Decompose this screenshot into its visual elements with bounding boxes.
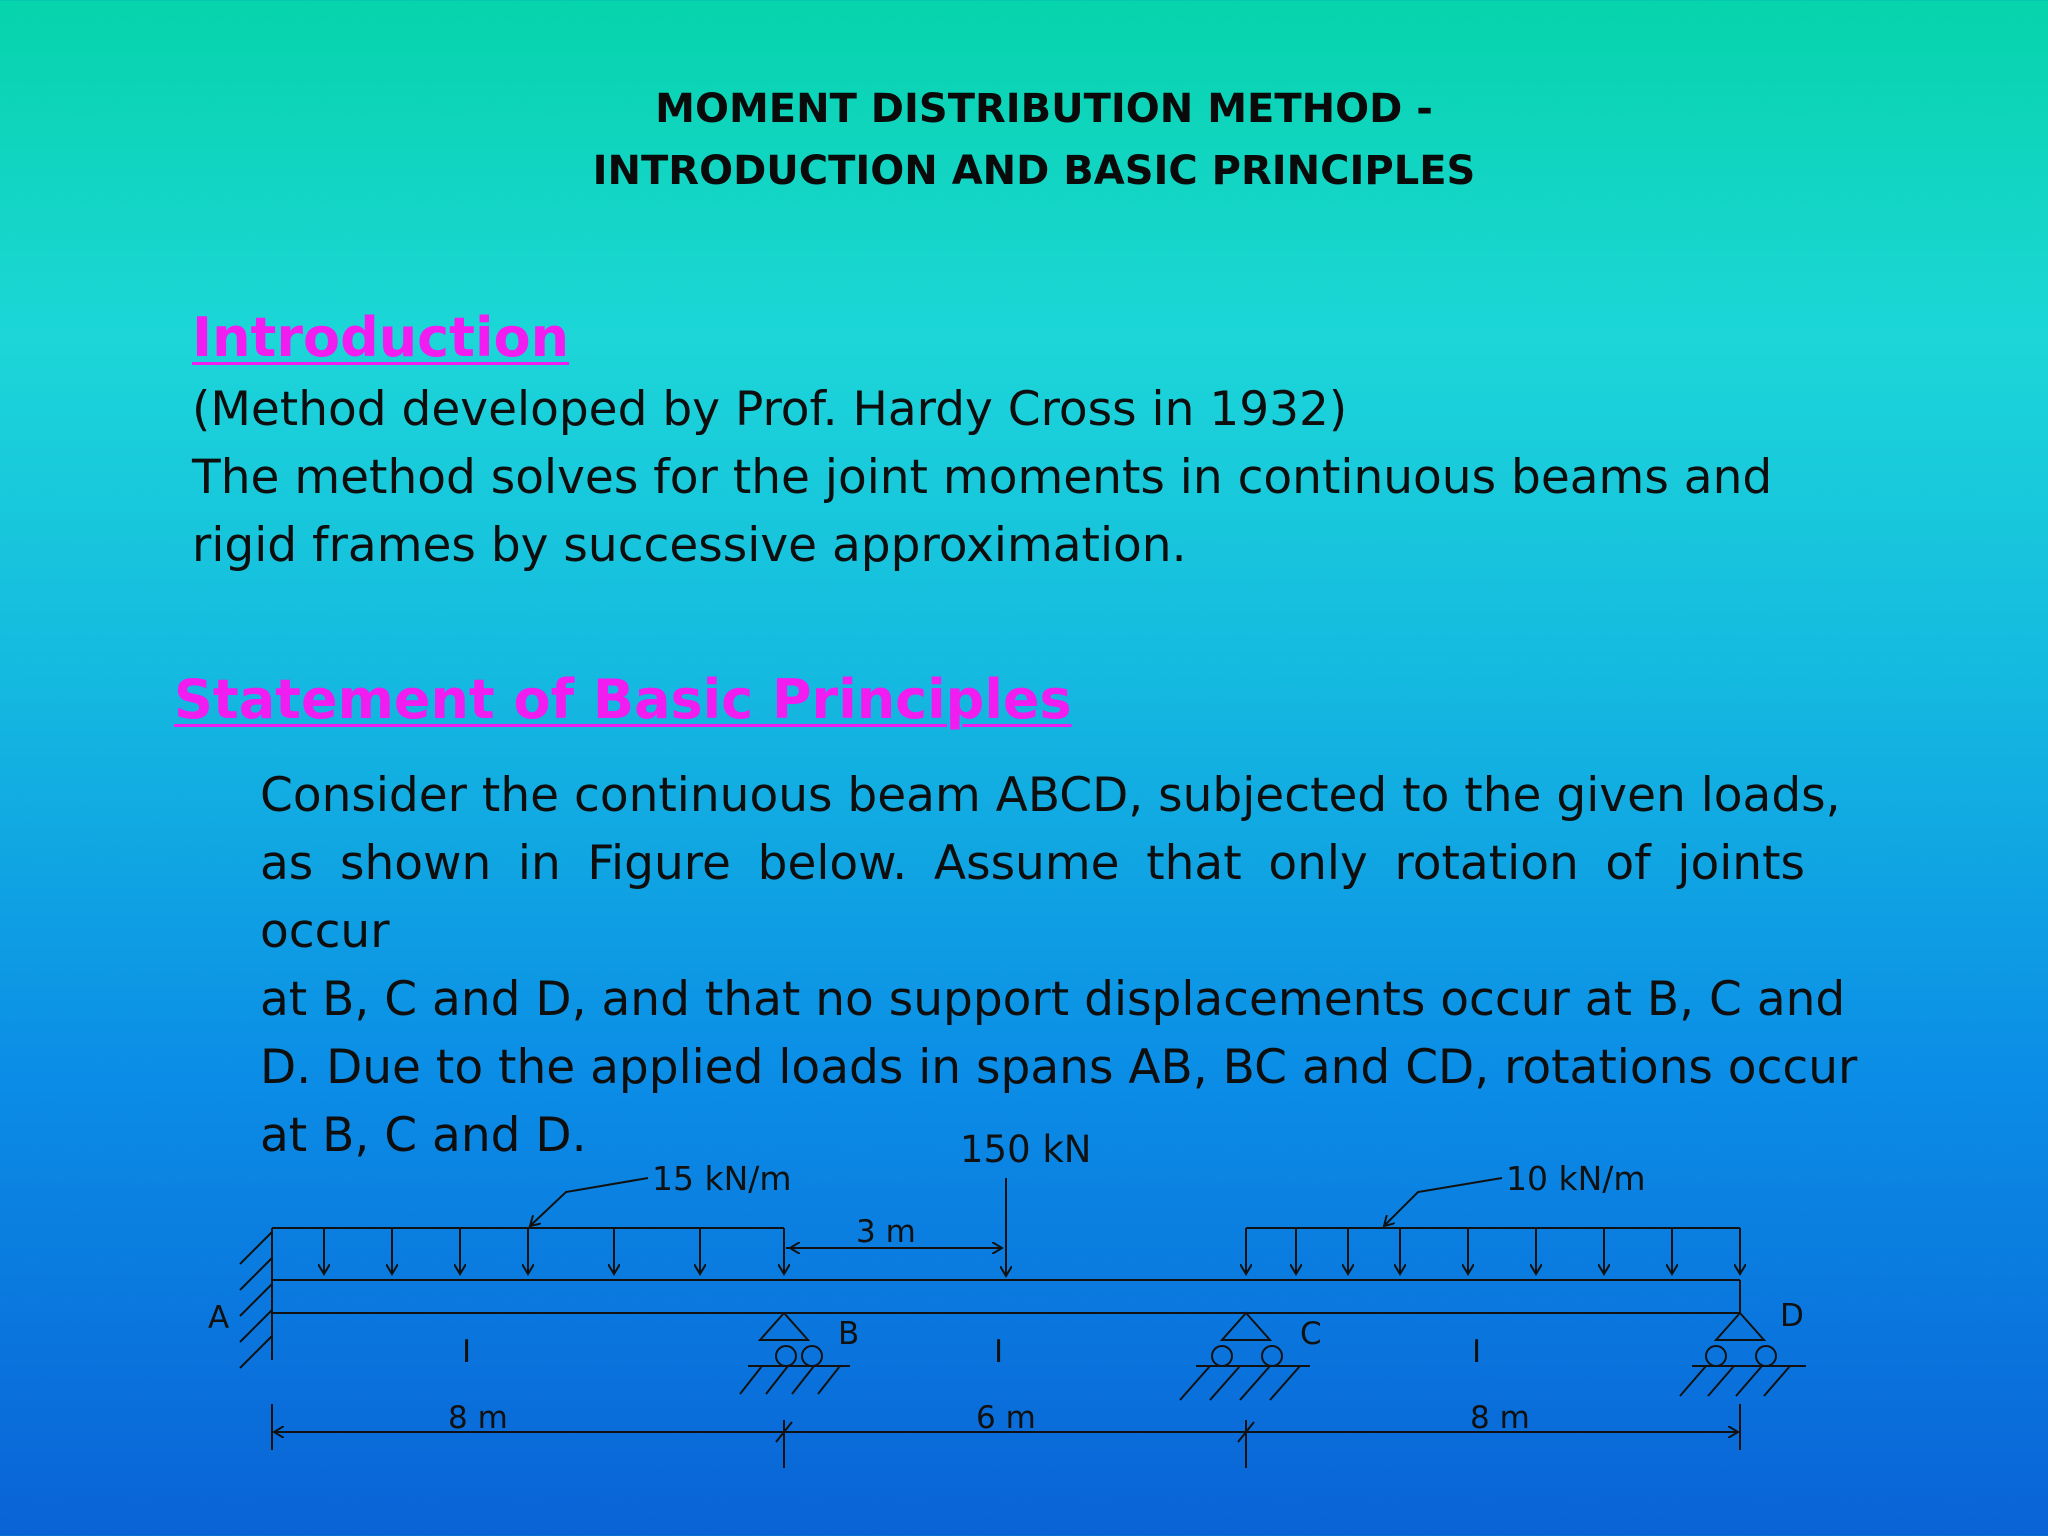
node-a-label: A: [208, 1300, 230, 1336]
roller-support-b: [740, 1313, 850, 1394]
inertia-label-ab: I: [462, 1334, 472, 1370]
inertia-label-bc: I: [994, 1334, 1004, 1370]
fixed-support-a: [240, 1228, 272, 1368]
principles-line: at B, C and D.: [260, 1108, 587, 1163]
principles-line: D. Due to the applied loads in spans AB, BC and CD, rotations occur: [260, 1040, 1858, 1095]
node-b-label: B: [838, 1316, 860, 1352]
beam-body: [272, 1280, 1740, 1313]
intro-line: rigid frames by successive approximation.: [192, 518, 1187, 573]
roller-support-c: [1180, 1313, 1310, 1400]
udl-right-label: 10 kN/m: [1506, 1159, 1646, 1198]
principles-line: at B, C and D, and that no support displacements occur at B, C and: [260, 972, 1846, 1027]
slide-title-line-2: INTRODUCTION AND BASIC PRINCIPLES: [592, 148, 1476, 194]
intro-line: (Method developed by Prof. Hardy Cross in 1932): [192, 382, 1348, 437]
inertia-label-cd: I: [1472, 1334, 1482, 1370]
principles-heading: Statement of Basic Principles: [174, 668, 1072, 731]
udl-right-10: [1246, 1178, 1740, 1274]
udl-left-label: 15 kN/m: [652, 1159, 792, 1198]
introduction-heading: Introduction: [192, 306, 570, 369]
principles-line: as shown in Figure below. Assume that only rotation of joints: [260, 836, 1805, 891]
span-cd-label: 8 m: [1470, 1400, 1530, 1436]
intro-line: The method solves for the joint moments in continuous beams and: [192, 450, 1773, 505]
span-bc-label: 6 m: [976, 1400, 1036, 1436]
node-d-label: D: [1780, 1298, 1804, 1334]
slide-title-line-1: MOMENT DISTRIBUTION METHOD -: [655, 86, 1433, 132]
principles-line: Consider the continuous beam ABCD, subjected to the given loads,: [260, 768, 1841, 823]
point-load-offset-label: 3 m: [856, 1214, 916, 1250]
principles-line: occur: [260, 904, 390, 959]
point-load-label: 150 kN: [960, 1128, 1092, 1171]
span-ab-label: 8 m: [448, 1400, 508, 1436]
node-c-label: C: [1300, 1316, 1322, 1352]
